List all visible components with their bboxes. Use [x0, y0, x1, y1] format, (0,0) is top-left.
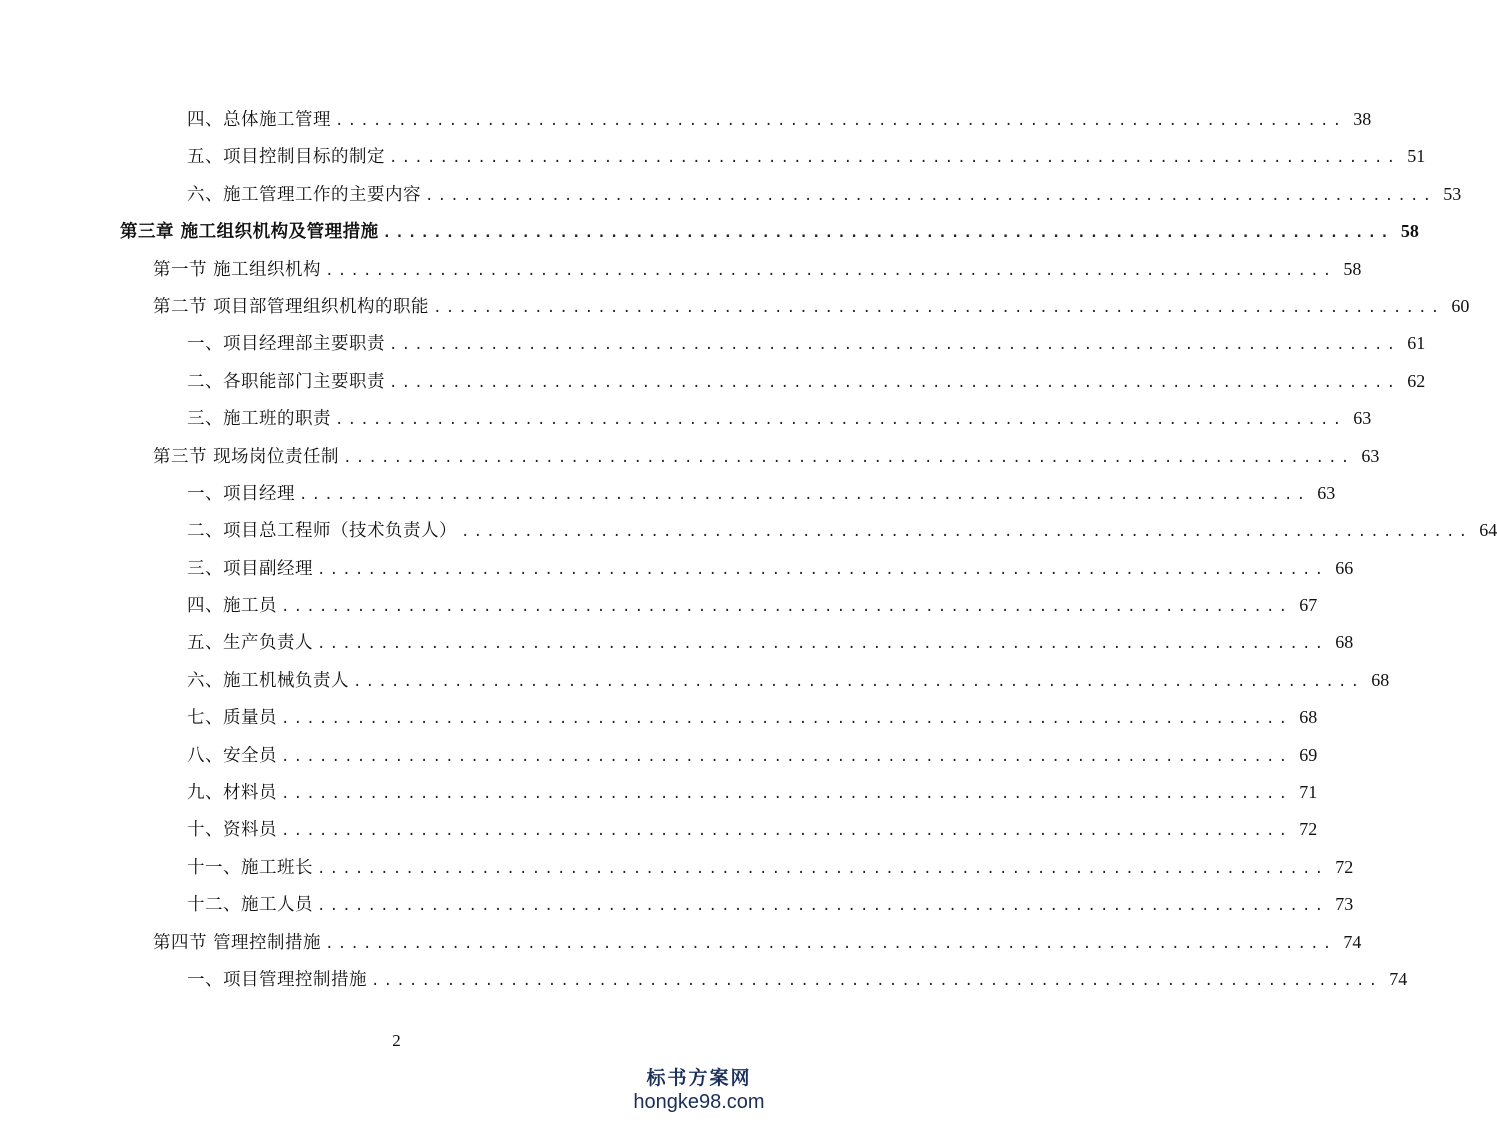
toc-entry-title: 第三节 现场岗位责任制 [153, 446, 340, 467]
toc-entry-page: 72 [1299, 819, 1318, 840]
table-of-contents [0, 101, 1497, 998]
toc-entry-title: 七、质量员 [187, 708, 277, 729]
toc-entry-page: 63 [1317, 482, 1336, 503]
toc-entry-page: 69 [1299, 744, 1318, 765]
toc-entry[interactable] [0, 587, 1318, 624]
toc-entry-title: 第一节 施工组织机构 [153, 259, 322, 280]
toc-entry-title: 第二节 项目部管理组织机构的职能 [153, 296, 430, 317]
toc-entry-page: 51 [1407, 146, 1426, 167]
toc-entry[interactable] [0, 363, 1426, 400]
toc-entry[interactable] [0, 624, 1354, 661]
toc-entry[interactable] [0, 699, 1318, 736]
toc-entry[interactable] [0, 512, 1497, 549]
dot-leader: ................................................................................ [433, 299, 1444, 316]
toc-entry[interactable] [0, 101, 1372, 138]
toc-entry-title: 五、生产负责人 [187, 633, 313, 654]
toc-entry[interactable] [0, 774, 1318, 811]
toc-entry-page: 61 [1407, 333, 1426, 354]
toc-entry-title: 三、施工班的职责 [187, 409, 331, 430]
toc-entry[interactable] [0, 138, 1426, 175]
dot-leader: ................................................................................ [325, 935, 1336, 952]
dot-leader: ................................................................................ [335, 113, 1346, 129]
toc-entry[interactable] [0, 475, 1336, 512]
dot-leader: ................................................................................ [281, 748, 1292, 765]
toc-entry-page: 58 [1400, 221, 1419, 242]
toc-entry-title: 六、施工管理工作的主要内容 [187, 184, 421, 205]
dot-leader: ................................................................................ [317, 636, 1328, 653]
toc-entry[interactable] [0, 662, 1390, 699]
toc-entry-page: 67 [1299, 595, 1318, 616]
toc-entry-page: 68 [1299, 707, 1318, 728]
dot-leader: ................................................................................ [353, 673, 1364, 690]
toc-entry-page: 53 [1443, 183, 1462, 204]
toc-entry[interactable] [0, 176, 1462, 213]
toc-entry-section[interactable] [0, 438, 1380, 475]
toc-entry[interactable] [0, 961, 1408, 998]
toc-entry-page: 71 [1299, 782, 1318, 803]
toc-entry[interactable] [0, 886, 1354, 923]
page-number: 2 [392, 1031, 401, 1050]
toc-entry-page: 62 [1407, 370, 1426, 391]
toc-entry-chapter[interactable] [0, 213, 1419, 250]
dot-leader: ................................................................................ [281, 599, 1292, 616]
toc-entry-page: 74 [1343, 931, 1362, 952]
dot-leader: ................................................................................ [461, 524, 1472, 541]
dot-leader: ................................................................................ [281, 711, 1292, 728]
dot-leader: ................................................................................ [317, 898, 1328, 915]
toc-entry-title: 一、项目经理 [187, 483, 295, 504]
toc-entry-title: 十二、施工人员 [187, 895, 313, 916]
toc-entry-title: 十、资料员 [187, 820, 277, 841]
toc-entry-page: 63 [1353, 408, 1372, 429]
dot-leader: ................................................................................ [371, 972, 1382, 989]
dot-leader: ................................................................................ [299, 486, 1310, 503]
toc-entry-title: 四、总体施工管理 [187, 110, 331, 130]
watermark-name: 标书方案网 [646, 1067, 752, 1089]
toc-entry[interactable] [0, 550, 1354, 587]
toc-entry-page: 64 [1479, 520, 1497, 541]
toc-entry-title: 五、项目控制目标的制定 [187, 147, 385, 168]
dot-leader: ................................................................................ [317, 561, 1328, 578]
toc-entry-title: 二、项目总工程师（技术负责人） [187, 521, 457, 542]
watermark-logo [619, 1066, 779, 1114]
toc-entry-title: 第四节 管理控制措施 [153, 932, 322, 953]
dot-leader: ................................................................................ [425, 187, 1436, 204]
toc-entry-title: 第三章 施工组织机构及管理措施 [120, 222, 379, 243]
toc-entry-page: 72 [1335, 856, 1354, 877]
toc-entry-title: 九、材料员 [187, 783, 277, 804]
toc-entry-section[interactable] [0, 924, 1362, 961]
toc-entry-title: 十一、施工班长 [187, 857, 313, 878]
toc-entry-page: 74 [1389, 968, 1408, 989]
toc-entry-page: 68 [1371, 669, 1390, 690]
toc-entry-title: 一、项目经理部主要职责 [187, 334, 385, 355]
toc-entry-page: 60 [1451, 295, 1470, 316]
dot-leader: ................................................................................ [382, 225, 1393, 242]
toc-entry-title: 三、项目副经理 [187, 558, 313, 579]
toc-entry-page: 66 [1335, 557, 1354, 578]
dot-leader: ................................................................................ [343, 449, 1354, 466]
dot-leader: ................................................................................ [389, 150, 1400, 167]
toc-entry-title: 四、施工员 [187, 596, 277, 617]
toc-entry[interactable] [0, 737, 1318, 774]
toc-entry[interactable] [0, 849, 1354, 886]
dot-leader: ................................................................................ [281, 823, 1292, 840]
dot-leader: ................................................................................ [325, 262, 1336, 279]
dot-leader: ................................................................................ [317, 860, 1328, 877]
toc-entry-page: 58 [1343, 258, 1362, 279]
toc-entry[interactable] [0, 400, 1372, 437]
dot-leader: ................................................................................ [335, 412, 1346, 429]
toc-entry-page: 63 [1361, 445, 1380, 466]
dot-leader: ................................................................................ [389, 337, 1400, 354]
toc-entry-page: 73 [1335, 894, 1354, 915]
toc-entry-section[interactable] [0, 288, 1470, 325]
toc-entry[interactable] [0, 325, 1426, 362]
toc-entry-title: 六、施工机械负责人 [187, 670, 349, 691]
toc-entry-section[interactable] [0, 251, 1362, 288]
dot-leader: ................................................................................ [281, 786, 1292, 803]
toc-entry[interactable] [0, 811, 1318, 848]
toc-entry-page: 38 [1353, 109, 1372, 129]
toc-entry-title: 一、项目管理控制措施 [187, 969, 367, 990]
toc-entry-title: 二、各职能部门主要职责 [187, 371, 385, 392]
watermark-domain: hongke98.com [633, 1091, 765, 1113]
toc-entry-title: 八、安全员 [187, 745, 277, 766]
dot-leader: ................................................................................ [389, 374, 1400, 391]
toc-entry-page: 68 [1335, 632, 1354, 653]
